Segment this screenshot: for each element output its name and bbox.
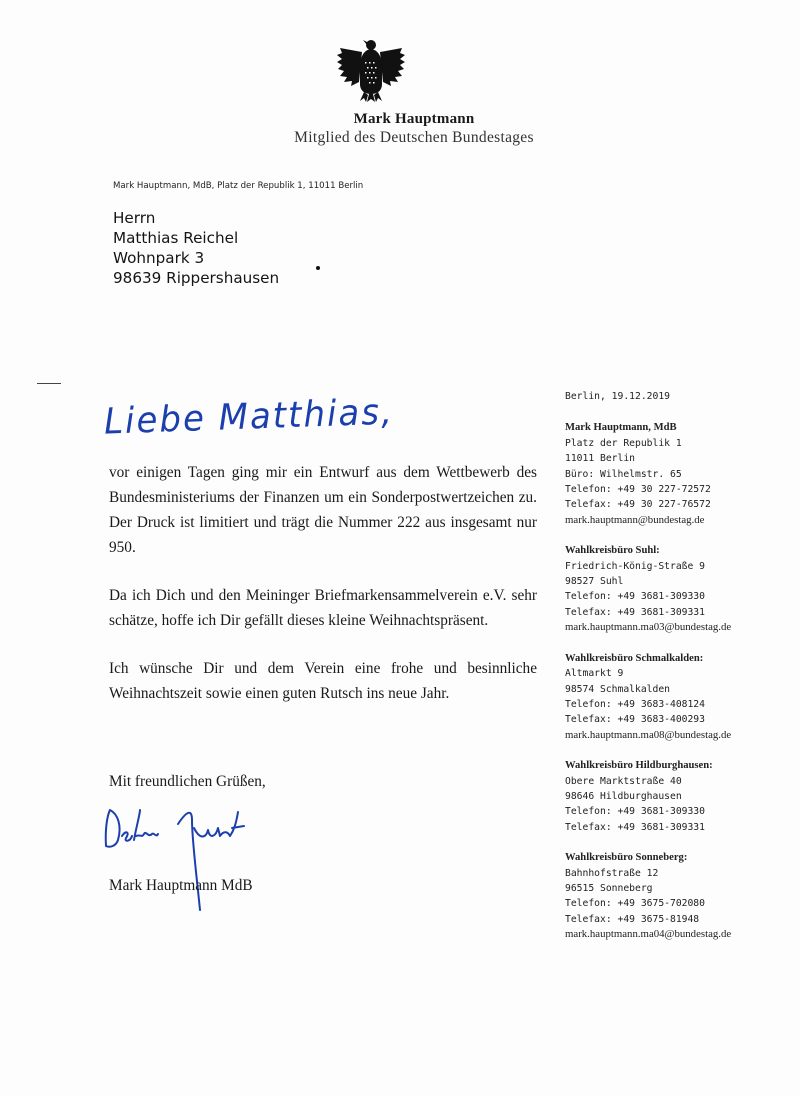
office-heading: Wahlkreisbüro Hildburghausen:: [565, 760, 713, 772]
office-phone: Telefon: +49 3675-702080: [565, 898, 705, 910]
bundestag-eagle-icon: [336, 36, 406, 102]
office-email: mark.hauptmann@bundestag.de: [565, 513, 705, 526]
fold-mark: [37, 383, 61, 384]
closing: Mit freundlichen Grüßen,: [109, 773, 266, 790]
office-line: Obere Marktstraße 40: [565, 775, 682, 787]
office-fax: Telefax: +49 3681-309331: [565, 606, 705, 618]
office-line: 98646 Hildburghausen: [565, 790, 682, 802]
office-email: mark.hauptmann.ma04@bundestag.de: [565, 928, 732, 941]
office-line: 98574 Schmalkalden: [565, 683, 670, 695]
office-fax: Telefax: +49 30 227-76572: [565, 499, 711, 511]
sender-name: Mark Hauptmann: [353, 111, 475, 127]
return-address: Mark Hauptmann, MdB, Platz der Republik 1, 11011 Berlin: [113, 181, 364, 191]
office-heading: Wahlkreisbüro Sonneberg:: [565, 852, 688, 864]
sender-title: Mitglied des Deutschen Bundestages: [294, 129, 534, 146]
office-phone: Telefon: +49 3681-309330: [565, 806, 705, 818]
handwritten-greeting: Liebe Matthias,: [103, 390, 395, 444]
office-phone: Telefon: +49 3681-309330: [565, 591, 705, 603]
office-email: mark.hauptmann.ma03@bundestag.de: [565, 621, 732, 634]
office-line: Bahnhofstraße 12: [565, 867, 659, 879]
office-schmalkalden: [565, 651, 785, 743]
office-line: 11011 Berlin: [565, 453, 635, 465]
office-suhl: [565, 543, 785, 635]
office-fax: Telefax: +49 3683-400293: [565, 714, 705, 726]
letter-body: [109, 460, 537, 729]
office-line: Friedrich-König-Straße 9: [565, 560, 705, 572]
office-line: Altmarkt 9: [565, 668, 624, 680]
office-fax: Telefax: +49 3675-81948: [565, 913, 700, 925]
recipient-street: Wohnpark 3: [113, 249, 205, 267]
office-heading: Wahlkreisbüro Suhl:: [565, 545, 660, 557]
signer-name: Mark Hauptmann MdB: [109, 877, 253, 894]
office-phone: Telefon: +49 30 227-72572: [565, 484, 711, 496]
office-fax: Telefax: +49 3681-309331: [565, 821, 705, 833]
body-paragraph-3: Ich wünsche Dir und dem Verein eine frohe und besinnliche Weihnachtszeit sowie einen guten Rutsch ins neue Jahr.: [109, 660, 537, 702]
office-hildburghausen: [565, 758, 785, 835]
office-email: mark.hauptmann.ma08@bundestag.de: [565, 728, 732, 741]
ink-speck: [316, 266, 320, 270]
office-sonneberg: [565, 850, 785, 942]
office-line: 98527 Suhl: [565, 576, 624, 588]
recipient-address: [113, 208, 279, 288]
recipient-salutation: Herrn: [113, 209, 156, 227]
office-heading: Wahlkreisbüro Schmalkalden:: [565, 652, 704, 664]
office-line: Büro: Wilhelmstr. 65: [565, 468, 682, 480]
body-paragraph-2: Da ich Dich und den Meininger Briefmarkensammelverein e.V. sehr schätze, hoffe ich Dir gefällt dieses kleine Weihnachtspräsent.: [109, 587, 537, 629]
body-paragraph-1: vor einigen Tagen ging mir ein Entwurf aus dem Wettbewerb des Bundesministeriums der Finanzen um ein Sonderpostwertzeichen zu. Der Druck ist limitiert und trägt die Nummer 222 aus insgesamt nur 950.: [109, 464, 537, 556]
letter-date: Berlin, 19.12.2019: [565, 391, 670, 402]
handwritten-signature: [96, 800, 276, 915]
office-line: Platz der Republik 1: [565, 437, 682, 449]
office-berlin: [565, 420, 785, 528]
sidebar-contact: [565, 389, 785, 958]
recipient-name: Matthias Reichel: [113, 229, 239, 247]
office-heading: Mark Hauptmann, MdB: [565, 422, 677, 434]
recipient-city: 98639 Rippershausen: [113, 269, 280, 287]
office-phone: Telefon: +49 3683-408124: [565, 698, 705, 710]
office-line: 96515 Sonneberg: [565, 882, 653, 894]
